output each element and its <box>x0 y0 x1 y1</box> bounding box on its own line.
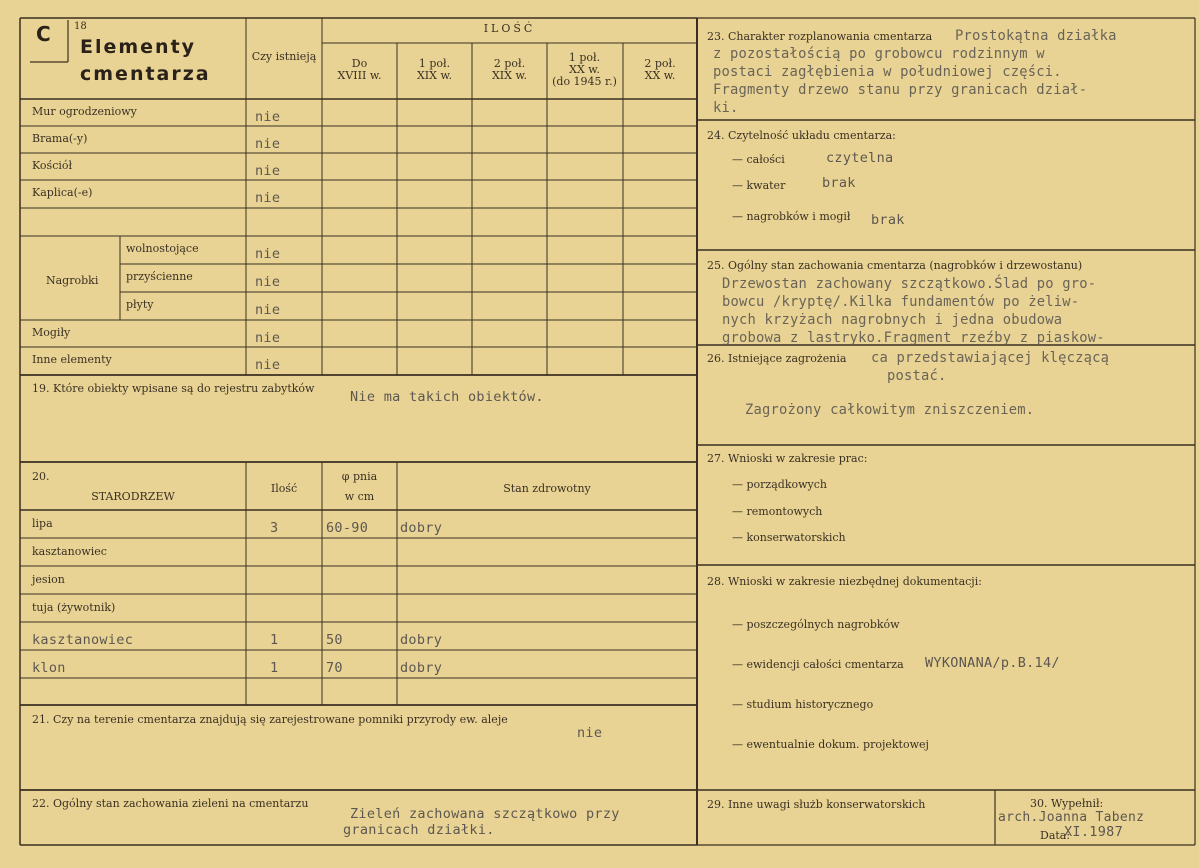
q25-line3: nych krzyżach nagrobnych i jedna obudowa <box>722 312 1063 328</box>
element-row-label: Mogiły <box>32 326 71 339</box>
section-title-line1: Elementy <box>80 36 197 58</box>
group-label-nagrobki: Nagrobki <box>46 274 99 287</box>
element-row-label: Kaplica(-e) <box>32 186 93 199</box>
element-row-value: nie <box>255 357 281 373</box>
period-header-line: XVIII w. <box>337 69 382 82</box>
period-header-0 <box>322 58 397 82</box>
period-header-line: XIX w. <box>491 69 528 82</box>
q23-line5: ki. <box>713 100 739 116</box>
q20-col-qty: Ilość <box>270 482 298 495</box>
q22-answer-line2: granicach działki. <box>343 822 495 838</box>
element-row-value: nie <box>255 136 281 152</box>
q23-line4: Fragmenty drzewo stanu przy granicach dział- <box>713 82 1088 98</box>
tree-health: dobry <box>400 520 443 536</box>
element-row-value: nie <box>255 330 281 346</box>
section-letter: C <box>36 22 53 46</box>
q28-item4-label: — ewentualnie dokum. projektowej <box>732 738 929 751</box>
q23-label: 23. Charakter rozplanowania cmentarza <box>707 30 933 43</box>
q19-answer: Nie ma takich obiektów. <box>350 389 544 405</box>
q27-item2: — remontowych <box>732 505 823 518</box>
q24-item3-value: brak <box>871 212 905 228</box>
element-row-value: nie <box>255 302 281 318</box>
tree-name: kasztanowiec <box>32 632 134 648</box>
period-header-line: 2 poł. <box>493 57 526 70</box>
element-row-label: przyścienne <box>126 270 193 283</box>
q25-label: 25. Ogólny stan zachowania cmentarza (nagrobków i drzewostanu) <box>707 259 1083 272</box>
period-header-line: Do <box>351 57 368 70</box>
period-header-line: XIX w. <box>416 69 453 82</box>
q20-title: STARODRZEW <box>91 490 175 503</box>
q30-label: 30. Wypełnił: <box>1030 797 1104 810</box>
q27-item3: — konserwatorskich <box>732 531 846 544</box>
q25-line2: bowcu /kryptę/.Kilka fundamentów po żeliw- <box>722 294 1080 310</box>
tree-qty: 3 <box>270 520 279 536</box>
period-header-line: (do 1945 r.) <box>552 75 617 88</box>
q23-line3: postaci zagłębienia w południowej części. <box>713 64 1062 80</box>
section-title-line2: cmentarza <box>80 63 211 85</box>
q30-date: XI.1987 <box>1064 824 1123 840</box>
tree-health: dobry <box>400 660 443 676</box>
q30-date-label: Data: <box>1040 829 1071 842</box>
element-row-label: płyty <box>126 298 154 311</box>
period-header-3 <box>547 52 622 88</box>
q23-line1: Prostokątna działka <box>955 28 1117 44</box>
col-header-exists: Czy istnieją <box>251 50 317 63</box>
tree-phi: 60-90 <box>326 520 369 536</box>
q25-line1: Drzewostan zachowany szczątkowo.Ślad po gro- <box>722 276 1097 292</box>
element-row-value: nie <box>255 246 281 262</box>
section-number: 18 <box>74 21 87 32</box>
q28-label: 28. Wnioski w zakresie niezbędnej dokumentacji: <box>707 575 982 588</box>
q25-line4: grobowa z lastryko.Fragment rzeźby z piaskow- <box>722 330 1105 344</box>
q28-item1-label: — poszczególnych nagrobków <box>732 618 900 631</box>
tree-name: jesion <box>32 573 65 586</box>
period-header-2 <box>472 58 547 82</box>
element-row-label: Brama(-y) <box>32 132 88 145</box>
q30-name: arch.Joanna Tabenz <box>998 810 1145 825</box>
tree-name: tuja (żywotnik) <box>32 601 116 614</box>
q27-label: 27. Wnioski w zakresie prac: <box>707 452 868 465</box>
q29-label: 29. Inne uwagi służb konserwatorskich <box>707 798 926 811</box>
q28-item2-value: WYKONANA/p.B.14/ <box>925 655 1060 671</box>
period-header-4 <box>623 58 697 82</box>
tree-name: klon <box>32 660 66 676</box>
q20-col-phi-unit: w cm <box>344 490 375 503</box>
element-row-label: wolnostojące <box>126 242 199 255</box>
period-header-line: XX w. <box>644 69 676 82</box>
q20-number: 20. <box>32 470 50 483</box>
q22-answer-line1: Zieleń zachowana szczątkowo przy <box>350 806 620 822</box>
period-header-line: 1 poł. <box>418 57 451 70</box>
q26-label: 26. Istniejące zagrożenia <box>707 352 847 365</box>
tree-qty: 1 <box>270 660 279 676</box>
period-header-line: 1 poł. <box>568 51 601 64</box>
tree-name: lipa <box>32 517 53 530</box>
element-row-label: Kościół <box>32 159 73 172</box>
q19-label: 19. Które obiekty wpisane są do rejestru zabytków <box>32 382 315 395</box>
q26-line3: Zagrożony całkowitym zniszczeniem. <box>745 402 1035 418</box>
tree-qty: 1 <box>270 632 279 648</box>
q28-item2-label: — ewidencji całości cmentarza <box>732 658 904 671</box>
element-row-value: nie <box>255 190 281 206</box>
element-row-label: Mur ogrodzeniowy <box>32 105 137 118</box>
q26-line2: postać. <box>887 368 947 384</box>
q20-col-health: Stan zdrowotny <box>503 482 591 495</box>
col-header-quantity: ILOŚĆ <box>483 22 536 35</box>
element-row-value: nie <box>255 274 281 290</box>
tree-phi: 70 <box>326 660 343 676</box>
period-header-line: XX w. <box>569 63 600 76</box>
period-header-line: 2 poł. <box>644 57 676 70</box>
tree-name: kasztanowiec <box>32 545 107 558</box>
period-header-1 <box>397 58 472 82</box>
q21-label: 21. Czy na terenie cmentarza znajdują się zarejestrowane pomniki przyrody ew. aleje <box>32 713 508 726</box>
tree-phi: 50 <box>326 632 343 648</box>
q28-item3-label: — studium historycznego <box>732 698 874 711</box>
q24-item3-label: — nagrobków i mogił <box>732 210 851 223</box>
tree-health: dobry <box>400 632 443 648</box>
q23-line2: z pozostałością po grobowcu rodzinnym w <box>713 46 1045 62</box>
q21-answer: nie <box>577 725 603 741</box>
q27-item1: — porządkowych <box>732 478 827 491</box>
element-row-label: Inne elementy <box>32 353 112 366</box>
q20-col-phi: φ pnia <box>341 470 378 483</box>
q26-line1: ca przedstawiającej klęczącą <box>871 350 1110 366</box>
q24-item2-label: — kwater <box>732 179 786 192</box>
q24-item2-value: brak <box>822 175 856 191</box>
q24-item1-value: czytelna <box>826 150 894 166</box>
q24-label: 24. Czytelność układu cmentarza: <box>707 129 896 142</box>
element-row-value: nie <box>255 163 281 179</box>
q22-label: 22. Ogólny stan zachowania zieleni na cmentarzu <box>32 797 309 810</box>
element-row-value: nie <box>255 109 281 125</box>
q24-item1-label: — całości <box>732 153 785 166</box>
